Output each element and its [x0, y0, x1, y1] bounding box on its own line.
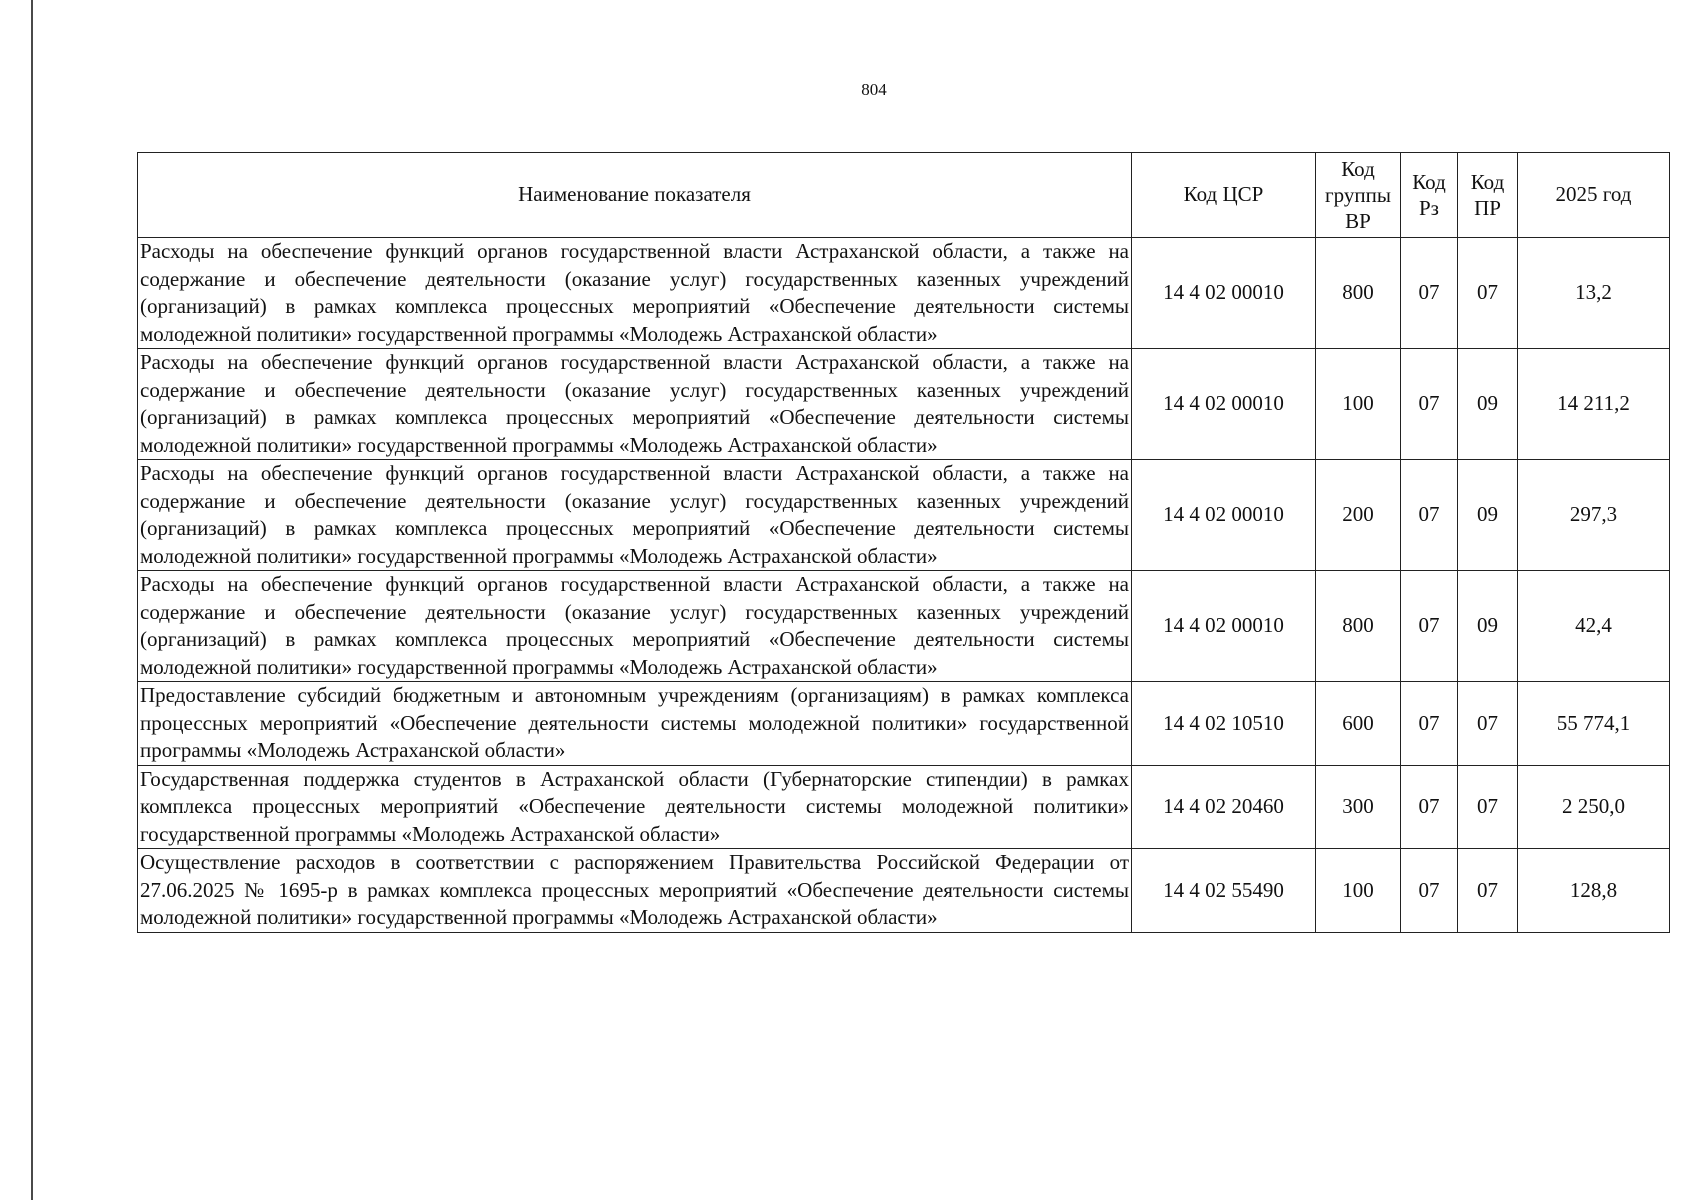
row-amount: 297,3: [1518, 460, 1670, 571]
row-name: Осуществление расходов в соответствии с распоряжением Правительства Российской Федерации от 27.06.2025 № 1695-р в рамках комплекса процессных мероприятий «Обеспечение деятельности системы молодежной политики» государственной программы «Молодежь Астраханской области»: [138, 849, 1132, 933]
row-csr: 14 4 02 55490: [1132, 849, 1316, 933]
page-number: 804: [861, 80, 887, 99]
header-name: Наименование показателя: [138, 153, 1132, 238]
row-rz: 07: [1401, 460, 1458, 571]
row-pr: 07: [1458, 849, 1518, 933]
row-vr: 100: [1316, 849, 1401, 933]
table-row: [138, 765, 1670, 849]
row-csr: 14 4 02 20460: [1132, 765, 1316, 849]
row-vr: 800: [1316, 238, 1401, 349]
binding-margin-line: [31, 0, 33, 1200]
table-header-row: [138, 153, 1670, 238]
row-csr: 14 4 02 00010: [1132, 571, 1316, 682]
row-csr: 14 4 02 00010: [1132, 460, 1316, 571]
row-amount: 128,8: [1518, 849, 1670, 933]
header-csr: Код ЦСР: [1132, 153, 1316, 238]
table-row: [138, 849, 1670, 933]
row-vr: 200: [1316, 460, 1401, 571]
row-vr: 800: [1316, 571, 1401, 682]
row-name: Расходы на обеспечение функций органов государственной власти Астраханской области, а также на содержание и обеспечение деятельности (оказание услуг) государственных казенных учреждений (организаций) в рамках комплекса процессных мероприятий «Обеспечение деятельности системы молодежной политики» государственной программы «Молодежь Астраханской области»: [138, 349, 1132, 460]
row-name: Предоставление субсидий бюджетным и автономным учреждениям (организациям) в рамках комплекса процессных мероприятий «Обеспечение деятельности системы молодежной политики» государственной программы «Молодежь Астраханской области»: [138, 682, 1132, 766]
header-rz: Код Рз: [1401, 153, 1458, 238]
table-row: [138, 460, 1670, 571]
table-row: [138, 571, 1670, 682]
row-pr: 07: [1458, 238, 1518, 349]
row-rz: 07: [1401, 849, 1458, 933]
row-rz: 07: [1401, 349, 1458, 460]
row-amount: 13,2: [1518, 238, 1670, 349]
row-amount: 55 774,1: [1518, 682, 1670, 766]
row-csr: 14 4 02 10510: [1132, 682, 1316, 766]
row-name: Государственная поддержка студентов в Астраханской области (Губернаторские стипендии) в рамках комплекса процессных мероприятий «Обеспечение деятельности системы молодежной политики» государственной программы «Молодежь Астраханской области»: [138, 765, 1132, 849]
row-amount: 14 211,2: [1518, 349, 1670, 460]
budget-table: [137, 152, 1670, 933]
row-name: Расходы на обеспечение функций органов государственной власти Астраханской области, а также на содержание и обеспечение деятельности (оказание услуг) государственных казенных учреждений (организаций) в рамках комплекса процессных мероприятий «Обеспечение деятельности системы молодежной политики» государственной программы «Молодежь Астраханской области»: [138, 238, 1132, 349]
row-csr: 14 4 02 00010: [1132, 238, 1316, 349]
row-name: Расходы на обеспечение функций органов государственной власти Астраханской области, а также на содержание и обеспечение деятельности (оказание услуг) государственных казенных учреждений (организаций) в рамках комплекса процессных мероприятий «Обеспечение деятельности системы молодежной политики» государственной программы «Молодежь Астраханской области»: [138, 460, 1132, 571]
table-row: [138, 349, 1670, 460]
table-row: [138, 238, 1670, 349]
header-vr: Код группы ВР: [1316, 153, 1401, 238]
row-vr: 300: [1316, 765, 1401, 849]
row-rz: 07: [1401, 571, 1458, 682]
row-rz: 07: [1401, 765, 1458, 849]
row-amount: 42,4: [1518, 571, 1670, 682]
row-pr: 09: [1458, 571, 1518, 682]
row-rz: 07: [1401, 682, 1458, 766]
row-pr: 07: [1458, 765, 1518, 849]
row-vr: 600: [1316, 682, 1401, 766]
row-pr: 09: [1458, 349, 1518, 460]
header-pr: Код ПР: [1458, 153, 1518, 238]
row-name: Расходы на обеспечение функций органов государственной власти Астраханской области, а также на содержание и обеспечение деятельности (оказание услуг) государственных казенных учреждений (организаций) в рамках комплекса процессных мероприятий «Обеспечение деятельности системы молодежной политики» государственной программы «Молодежь Астраханской области»: [138, 571, 1132, 682]
row-amount: 2 250,0: [1518, 765, 1670, 849]
row-pr: 07: [1458, 682, 1518, 766]
row-vr: 100: [1316, 349, 1401, 460]
row-pr: 09: [1458, 460, 1518, 571]
header-year: 2025 год: [1518, 153, 1670, 238]
row-csr: 14 4 02 00010: [1132, 349, 1316, 460]
table-row: [138, 682, 1670, 766]
row-rz: 07: [1401, 238, 1458, 349]
